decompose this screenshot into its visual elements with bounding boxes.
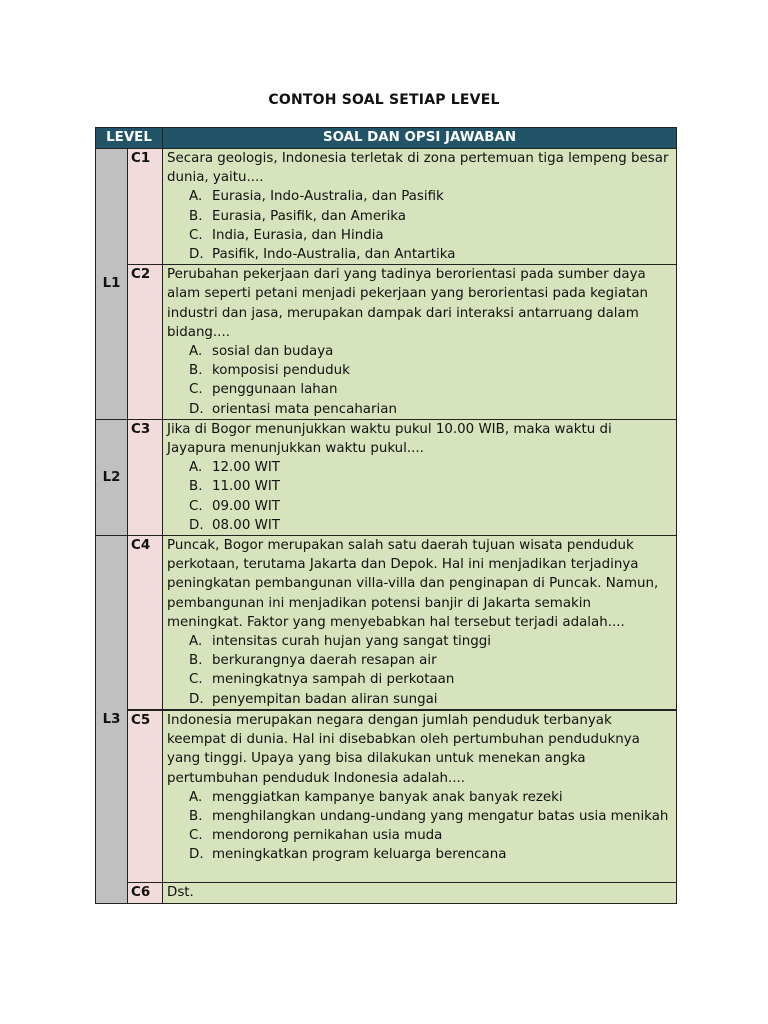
question-stem: Dst. — [167, 885, 194, 901]
option-item — [167, 788, 670, 807]
option-letter: C. — [189, 382, 203, 398]
option-list — [167, 632, 670, 709]
table-row — [96, 265, 677, 420]
table-header-row — [96, 128, 677, 149]
question-body — [163, 419, 677, 535]
question-table — [95, 127, 677, 904]
question-stem: Secara geologis, Indonesia terletak di zona pertemuan tiga lempeng besar dunia, yaitu.... — [167, 151, 669, 186]
option-item — [167, 477, 670, 496]
option-text: mendorong pernikahan usia muda — [212, 828, 443, 844]
option-text: penggunaan lahan — [212, 382, 338, 398]
option-text: orientasi mata pencaharian — [212, 401, 397, 417]
option-letter: C. — [189, 498, 203, 514]
option-letter: D. — [189, 517, 204, 533]
option-item — [167, 651, 670, 670]
option-letter: B. — [189, 363, 203, 379]
table-row — [96, 710, 677, 883]
question-code: C4 — [128, 536, 163, 710]
option-letter: A. — [189, 189, 203, 205]
option-letter: D. — [189, 691, 204, 707]
option-letter: A. — [189, 460, 203, 476]
option-item — [167, 632, 670, 651]
question-stem: Indonesia merupakan negara dengan jumlah penduduk terbanyak keempat di dunia. Hal ini disebabkan oleh pertumbuhan penduduknya yang tinggi. Upaya yang bisa dilakukan untuk menekan angka pertumbuhan penduduk Indonesia adalah.... — [167, 712, 640, 786]
option-text: 08.00 WIT — [212, 517, 280, 533]
question-code: C5 — [128, 710, 163, 883]
option-letter: B. — [189, 653, 203, 669]
option-text: India, Eurasia, dan Hindia — [212, 227, 384, 243]
option-list — [167, 788, 670, 865]
option-item — [167, 690, 670, 709]
question-body — [163, 710, 677, 883]
option-letter: D. — [189, 401, 204, 417]
option-text: 09.00 WIT — [212, 498, 280, 514]
option-list — [167, 187, 670, 264]
option-item — [167, 458, 670, 477]
option-item — [167, 342, 670, 361]
option-list — [167, 458, 670, 535]
option-item — [167, 400, 670, 419]
option-letter: A. — [189, 789, 203, 805]
option-text: Pasifik, Indo-Australia, dan Antartika — [212, 247, 456, 263]
question-code: C3 — [128, 419, 163, 535]
question-code: C6 — [128, 883, 163, 903]
option-text: menghilangkan undang-undang yang mengatur batas usia menikah — [212, 808, 669, 824]
option-text: intensitas curah hujan yang sangat tinggi — [212, 634, 491, 650]
question-body — [163, 883, 677, 903]
question-body — [163, 265, 677, 420]
option-letter: B. — [189, 208, 203, 224]
option-letter: A. — [189, 634, 203, 650]
option-text: meningkatnya sampah di perkotaan — [212, 672, 455, 688]
option-item — [167, 845, 670, 864]
header-level: LEVEL — [96, 128, 163, 149]
option-text: berkurangnya daerah resapan air — [212, 653, 437, 669]
option-item — [167, 826, 670, 845]
option-item — [167, 207, 670, 226]
option-item — [167, 226, 670, 245]
option-text: meningkatkan program keluarga berencana — [212, 847, 507, 863]
question-code: C1 — [128, 149, 163, 265]
level-label-l3: L3 — [96, 536, 128, 904]
table-row — [96, 419, 677, 535]
option-letter: D. — [189, 847, 204, 863]
option-item — [167, 516, 670, 535]
header-content: SOAL DAN OPSI JAWABAN — [163, 128, 677, 149]
option-text: 12.00 WIT — [212, 460, 280, 476]
level-label-l1: L1 — [96, 149, 128, 420]
question-code: C2 — [128, 265, 163, 420]
option-text: komposisi penduduk — [212, 363, 350, 379]
option-list — [167, 342, 670, 419]
option-text: 11.00 WIT — [212, 479, 280, 495]
option-item — [167, 807, 670, 826]
question-body — [163, 536, 677, 710]
question-stem: Perubahan pekerjaan dari yang tadinya berorientasi pada sumber daya alam seperti petani menjadi pekerjaan yang berorientasi pada kegiatan industri dan jasa, merupakan dampak dari interaksi antarruang dalam bidang.... — [167, 267, 649, 340]
option-letter: B. — [189, 479, 203, 495]
option-letter: C. — [189, 828, 203, 844]
question-stem: Puncak, Bogor merupakan salah satu daerah tujuan wisata penduduk perkotaan, terutama Jakarta dan Depok. Hal ini menjadikan terjadinya peningkatan pembangunan villa-villa dan penginapan di Puncak. Namun, pembangunan ini menjadikan potensi banjir di Jakarta semakin meningkat. Faktor yang menyebabkan hal tersebut terjadi adalah.... — [167, 538, 659, 630]
option-letter: B. — [189, 808, 203, 824]
option-item — [167, 670, 670, 689]
option-text: Eurasia, Pasifik, dan Amerika — [212, 208, 407, 224]
level-label-l2: L2 — [96, 419, 128, 535]
table-row — [96, 883, 677, 903]
option-text: sosial dan budaya — [212, 344, 334, 360]
option-letter: C. — [189, 672, 203, 688]
option-text: penyempitan badan aliran sungai — [212, 691, 438, 707]
option-letter: C. — [189, 227, 203, 243]
page-title: CONTOH SOAL SETIAP LEVEL — [268, 92, 500, 108]
option-item — [167, 497, 670, 516]
option-item — [167, 187, 670, 206]
option-item — [167, 380, 670, 399]
option-item — [167, 245, 670, 264]
question-stem: Jika di Bogor menunjukkan waktu pukul 10.00 WIB, maka waktu di Jayapura menunjukkan waktu pukul.... — [167, 421, 612, 457]
option-text: Eurasia, Indo-Australia, dan Pasifik — [212, 189, 444, 205]
option-letter: D. — [189, 247, 204, 263]
question-body — [163, 149, 677, 265]
table-row — [96, 536, 677, 710]
option-text: menggiatkan kampanye banyak anak banyak rezeki — [212, 789, 563, 805]
option-item — [167, 361, 670, 380]
option-letter: A. — [189, 344, 203, 360]
table-row — [96, 149, 677, 265]
